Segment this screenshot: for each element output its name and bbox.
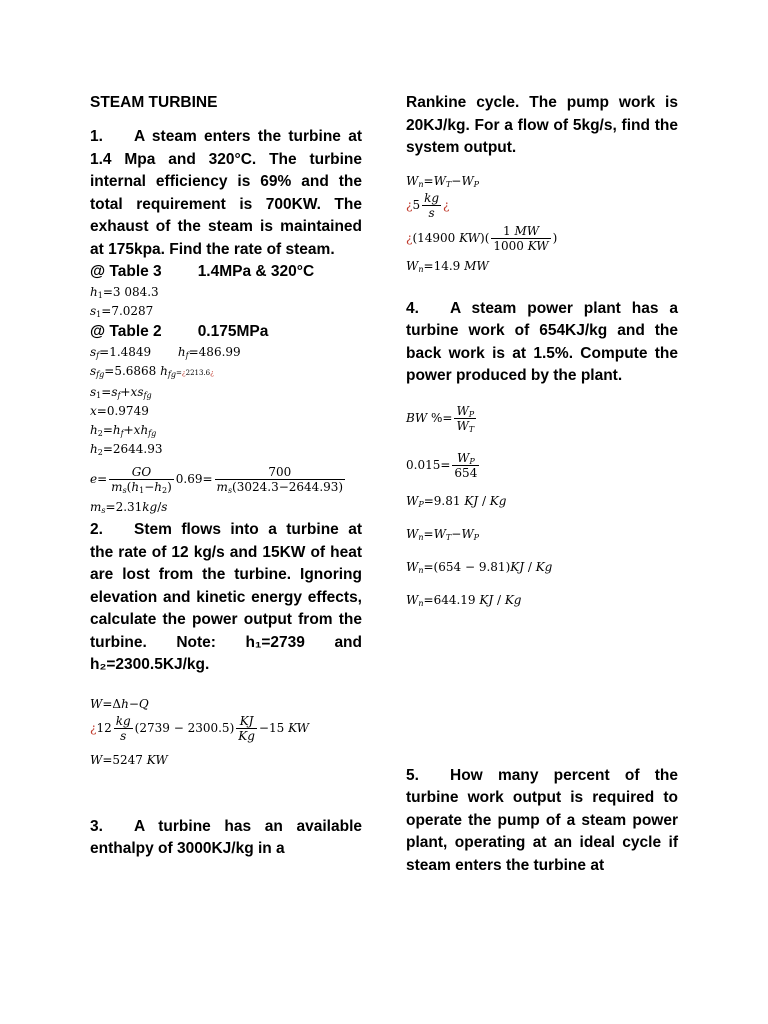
eq-x: x=0.9749 [90,404,149,418]
eq-sf-hf: $s_f=1.4849$ $h_f=486.99$ [90,345,241,360]
right-column [406,92,678,877]
problem-2-number: 2. [90,521,103,538]
table-3-label: @ Table 3 [90,263,162,280]
eq-w-result: W=5247 KW [90,752,168,767]
eq-h2-relation: $h_2=h_f+xh_{fg}$ [90,423,157,438]
problem-1-number: 1. [90,128,103,145]
page-title: STEAM TURBINE [90,94,218,111]
eq-s1-relation: $s_1=s_f+xs_{fg}$ [90,385,152,400]
eq-wn-result-2: $W_n=644.19$ KJ / Kg [406,592,522,608]
problem-3-text: A turbine has an available enthalpy of 3000KJ/kg in a [90,817,362,857]
frac-efficiency: $\frac{GO}{m_s(h_1-h_2)}$ [111,465,172,495]
eq-wn-flow: ¿5 $\frac{kg}{s}$ ¿ [406,190,450,220]
problem-4-text: A steam power plant has a turbine work of 654KJ/kg and the back work is at 1.5%. Compute the power produced by the plant. [406,299,678,384]
table-2-heading [90,321,362,343]
problem-4 [406,298,678,388]
eq-ms: $m_s=2.31kg/s$ [90,500,168,515]
eq-wn-convert: ¿(14900 KW)( $\frac{1 MW}{1000 KW}$ ) [406,223,558,253]
eq-wn-result: $W_n=14.9$ MW [406,258,489,274]
eq-bw-values: 0.015= $\frac{W_P}{654}$ [406,450,478,480]
problem-3-continued: Rankine cycle. The pump work is 20KJ/kg. For a flow of 5kg/s, find the system output. [406,94,678,156]
problem-3-number: 3. [90,817,103,835]
table-3-value: 1.4MPa & 320°C [197,263,315,280]
problem-5-number: 5. [406,766,419,784]
eq-wn-relation-2: $W_n=W_T-W_P$ [406,526,480,542]
eq-wn-values: $W_n=(654 - 9.81)KJ / Kg$ [406,559,553,575]
eq-s1: $s_1=7.0287$ [90,304,154,319]
table-2-label: @ Table 2 [90,323,162,340]
eq-bw-relation: BW %= $\frac{W_P}{W_T}$ [406,403,475,434]
problem-5-text: How many percent of the turbine work output is required to operate the pump of a steam power plant, operating at an ideal cycle if steam enters the turbine at [406,766,678,874]
table-3-heading [90,261,362,283]
eq-efficiency: e= $\frac{GO}{m_s(h_1-h_2)}$ 0.69= $\frac{700}{m_s(3024.3-2644.93)}$ [90,465,344,495]
frac-efficiency-values: $\frac{700}{m_s(3024.3-2644.93)}$ [216,465,344,495]
eq-w-relation: W=Δh−Q [90,696,149,711]
problem-1 [90,126,362,261]
problem-4-number: 4. [406,299,419,317]
left-column [90,92,362,861]
problem-2-text: Stem flows into a turbine at the rate of 12 kg/s and 15KW of heat are lost from the turbine. Ignoring elevation and kinetic energy effects, calculate the power output from the turbine. Note: h₁=2739 and h₂=2300.5KJ/kg. [90,521,362,673]
eq-wp: $W_P=9.81$ KJ / Kg [406,493,507,509]
eq-h1: $h_1=3$ 084.3 [90,285,159,300]
problem-5 [406,765,678,878]
eq-sfg-hfg: $s_{fg}=5.6868$ $h_{fg}=¿2213.6¿$ [90,364,214,379]
eq-w-values: ¿12 $\frac{kg}{s}$ (2739 − 2300.5) $\frac{KJ}{Kg}$ −15 KW [90,713,309,743]
problem-1-text: A steam enters the turbine at 1.4 Mpa and 320°C. The turbine internal efficiency is 69% and the total requirement is 700KW. The exhaust of the steam is maintained at 175kpa. Find the rate of steam. [90,128,362,258]
problem-2 [90,519,362,677]
problem-3 [90,816,362,861]
eq-wn-relation: $W_n=W_T-W_P$ [406,173,480,189]
eq-h2: $h_2=2644.93$ [90,442,163,457]
table-2-value: 0.175MPa [197,323,269,340]
